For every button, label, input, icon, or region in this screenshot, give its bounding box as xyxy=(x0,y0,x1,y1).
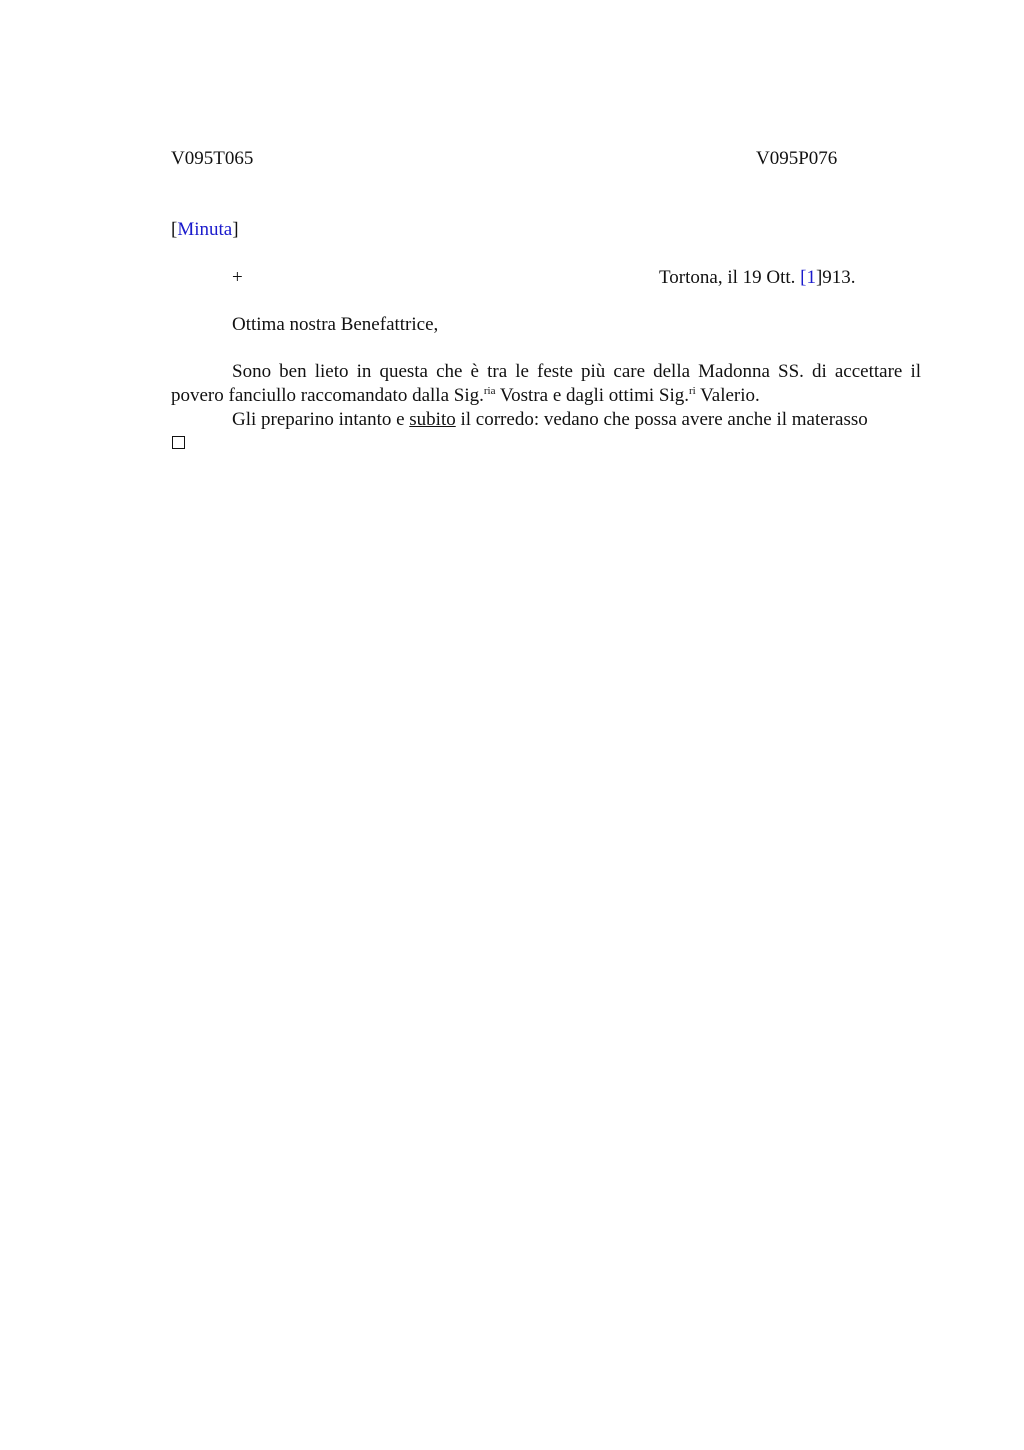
paragraph-2-text-b: il corredo: vedano che possa avere anche il materasso xyxy=(455,409,868,430)
paragraph-2 xyxy=(232,408,932,432)
minuta-link-text: Minuta xyxy=(177,219,233,240)
document-code-right: V095P076 xyxy=(756,148,838,169)
paragraph-2-text-a: Gli preparino intanto e xyxy=(232,409,410,430)
document-code-left: V095T065 xyxy=(171,148,254,169)
label-open-bracket: [ xyxy=(171,219,178,240)
superscript-ria: ria xyxy=(483,385,496,397)
salutation: Ottima nostra Benefattrice, xyxy=(232,314,439,335)
label-close-bracket: ] xyxy=(232,219,239,240)
date-year-rest: ]913. xyxy=(815,267,856,288)
paragraph-1-text-b: Vostra e dagli ottimi Sig. xyxy=(495,385,690,406)
paragraph-1 xyxy=(171,360,921,408)
empty-box-icon xyxy=(172,436,185,449)
place-date xyxy=(659,266,856,289)
superscript-ri: ri xyxy=(689,385,696,397)
date-bracket-open: [ xyxy=(800,267,807,288)
paragraph-1-text-c: Valerio. xyxy=(695,385,760,406)
paragraph-1-text-a: Sono ben lieto in questa che è tra le feste più care della Madonna SS. di accettare il povero fanciullo raccomandato dalla Sig. xyxy=(171,361,921,406)
place-date-prefix: Tortona, il 19 Ott. xyxy=(659,267,801,288)
document-type-label xyxy=(171,218,239,241)
cross-symbol: + xyxy=(232,267,243,288)
underlined-word: subito xyxy=(409,409,456,430)
date-restored-digit: 1 xyxy=(806,267,816,288)
